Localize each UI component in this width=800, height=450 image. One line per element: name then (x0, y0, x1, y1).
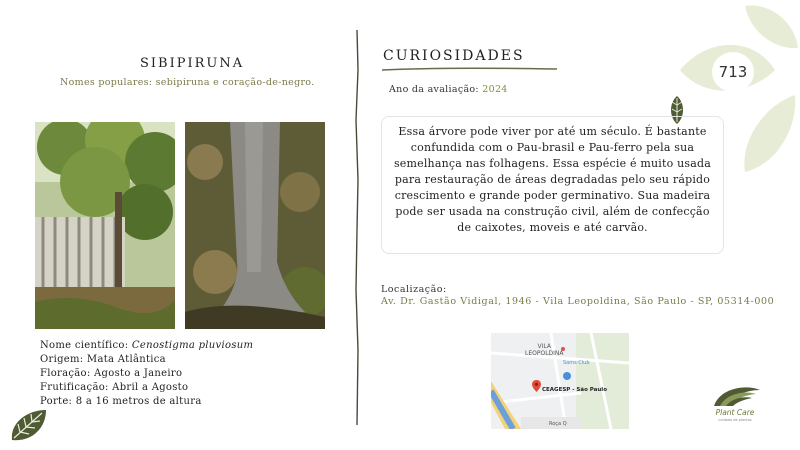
map-poi-bottom: Roça Q (549, 421, 567, 427)
map-district-line2: LEOPOLDINA (525, 350, 564, 357)
brand-name: Plant Care (715, 408, 755, 417)
map-district-label (525, 343, 564, 357)
species-facts (40, 339, 253, 409)
popular-names: Nomes populares: sebipiruna e coração-de-negro. (60, 77, 315, 88)
leaf-shape (744, 95, 795, 172)
eval-label: Ano da avaliação: (389, 84, 483, 95)
leaf-icon (8, 408, 48, 444)
map-poi-club: Sams Club (563, 360, 590, 366)
curiosities-title: CURIOSIDADES (383, 48, 525, 64)
scientific-name-label: Nome científico: (40, 340, 132, 351)
location-label: Localização: (381, 284, 447, 295)
species-title: SIBIPIRUNA (140, 56, 245, 71)
map-poi-main: CEAGESP - São Paulo (542, 387, 607, 393)
map-district-line1: VILA (537, 343, 551, 350)
eval-year-value: 2024 (482, 84, 508, 95)
location-map[interactable] (491, 333, 629, 429)
leaf-shape (745, 5, 798, 48)
scientific-name-row (40, 339, 253, 353)
location-address: Av. Dr. Gastão Vidigal, 1946 - Vila Leopoldina, São Paulo - SP, 05314-000 (381, 296, 775, 307)
size-row: Porte: 8 a 16 metros de altura (40, 396, 202, 407)
title-underline (382, 66, 557, 72)
origin-row: Origem: Mata Atlântica (40, 354, 166, 365)
tree-canopy-photo (35, 122, 175, 329)
curiosities-card: Essa árvore pode viver por até um século. É bastante confundida com o Pau-brasil e Pau-ferro pela sua semelhança nas folhagens. Essa espécie é muito usada para restauração de áreas degradadas pelo seu rápido crescimento e grande poder germinativo. Sua madeira pode ser usada na construção civil, além de confecção de caixotes, moveis e até carvão. (381, 116, 724, 254)
scientific-name: Cenostigma pluviosum (131, 340, 254, 351)
map-pin-icon (532, 377, 541, 389)
evaluation-year (389, 84, 508, 95)
fruiting-row: Frutificação: Abril a Agosto (40, 382, 189, 393)
column-divider (352, 30, 362, 425)
plant-number-badge: 713 (712, 52, 754, 92)
tree-trunk-photo (185, 122, 325, 329)
flowering-row: Floração: Agosto a Janeiro (40, 368, 183, 379)
brand-tagline: cuidado de plantas (718, 418, 752, 422)
